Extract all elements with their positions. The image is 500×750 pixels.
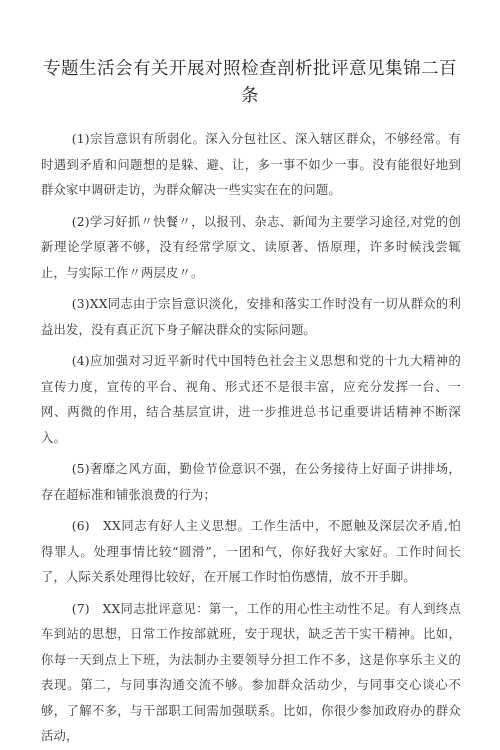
paragraph-7: (7) XX同志批评意见：第一，工作的用心性主动性不足。有人到终点车到站的思想，日常工作按部就班，安于现状，缺乏苦干实干精神。比如，你每一天到点上下班，为法制办主要领导分担工作不多，这是你享乐主义的表现。第二，与同事沟通交流不够。参加群众活动少，与同事交心谈心不够，了解不多，与干部职工间需加强联系。比如，你很少参加政府办的群众活动，: [41, 601, 461, 743]
paragraph-5: (5)奢靡之风方面，勤俭节俭意识不强，在公务接待上好面子讲排场，存在超标准和铺张浪费的行为；: [41, 462, 461, 502]
paragraph-6: (6) XX同志有好人主义思想。工作生活中，不愿触及深层次矛盾,怕得罪人。处理事情比较“圆滑”，一团和气，你好我好大家好。工作时间长了，人际关系处理得比较好，在开展工作时怕伤感情，放不开手脚。: [41, 519, 461, 584]
paragraph-2: (2)学习好抓〃快餐〃，以报刊、杂志、新闻为主要学习途径,对党的创新理论学原著不够，没有经常学原文、读原著、悟原理，许多时候浅尝辄止，与实际工作〃两层皮〃。: [41, 214, 461, 280]
paragraph-3: (3)XX同志由于宗旨意识淡化，安排和落实工作时没有一切从群众的利益出发，没有真正沉下身子解决群众的实际问题。: [41, 297, 461, 337]
paragraph-1: (1)宗旨意识有所弱化。深入分包社区、深入辖区群众，不够经常。有时遇到矛盾和问题想的是躲、避、让，多一事不如少一事。没有能很好地到群众家中调研走访，为群众解决一些实实在在的问题。: [41, 132, 461, 197]
paragraph-4: (4)应加强对习近平新时代中国特色社会主义思想和党的十九大精神的宣传力度，宣传的平台、视角、形式还不是很丰富，应充分发挥一台、一网、两微的作用，结合基层宣讲，进一步推进总书记重要讲话精神不断深入。: [41, 354, 461, 445]
document-title: 专题生活会有关开展对照检查剖析批评意见集锦二百条: [43, 59, 457, 106]
document-body: [41, 127, 461, 750]
